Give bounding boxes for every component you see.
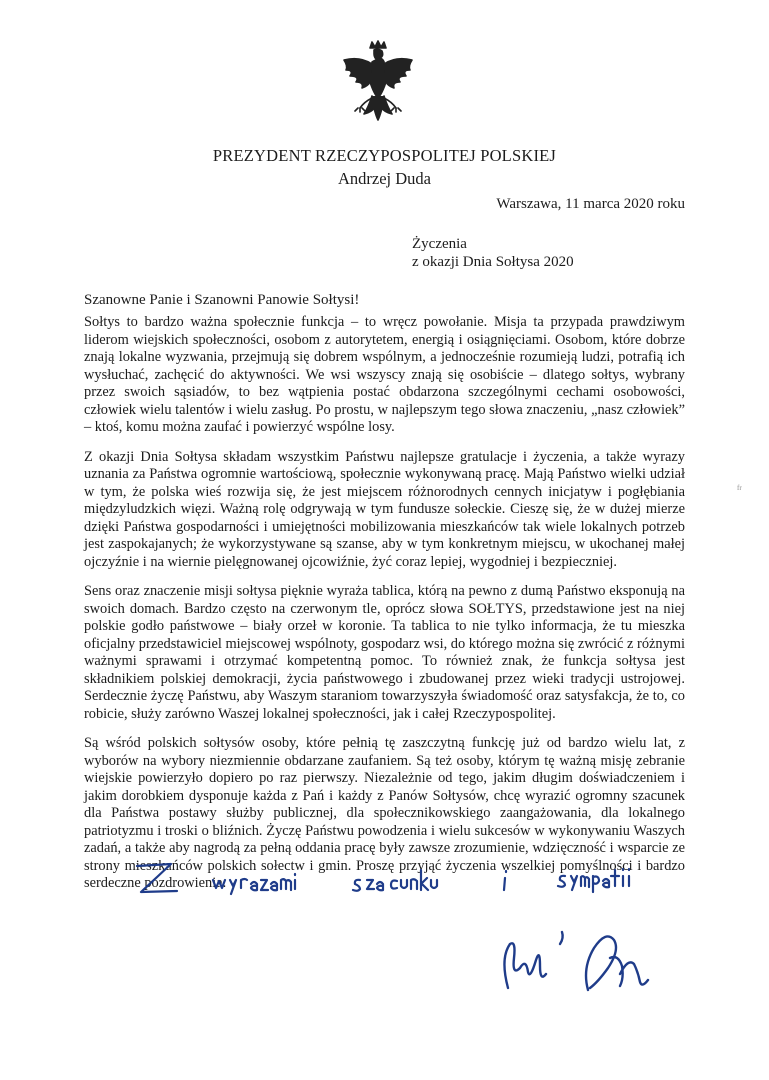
letterhead-name: Andrzej Duda [337,169,431,188]
body-paragraph: Z okazji Dnia Sołtysa składam wszystkim Państwu najlepsze gratulacje i życzenia, a także wyrazy uznania za Państwa ogromnie wartościową, społecznie wykonywaną pracę. Mają Państwo wielki udział w tym, że polska wieś rozwija się, że jest miejscem różnorodnych cennych inicjatyw i pogłębiania międzyludzkich więzi. Ważną rolę odgrywają w tym fundusze sołeckie. Cieszę się, że w dużej mierze dzięki Państwa gospodarności i umiejętności mobilizowania mieszkańców tak wiele lokalnych potrzeb jest zaspokajanych; że wykorzystywane są szanse, aby w tym konkretnym miejscu, w ukochanej małej ojczyźnie i na wiernie pielęgnowanej ojcowiźnie, żyć coraz lepiej, wygodniej i bezpieczniej. [84,448,685,570]
letter-body [84,314,685,905]
salutation: Szanowne Panie i Szanowni Panowie Sołtysi! [84,292,360,308]
body-paragraph: Są wśród polskich sołtysów osoby, które pełnią tę zaszczytną funkcję już od bardzo wielu lat, z wyborów na wybory niezmiennie obdarzane zaufaniem. Są też osoby, którym tę ważną misję zebranie wiejskie powierzyło dopiero po raz pierwszy. Niezależnie od tego, jakim długim doświadczeniem i jakim dorobkiem dysponuje każda z Pań i każdy z Panów Sołtysów, chcę wyrazić ogromny szacunek dla Państwa postawy służby publicznej, dla społecznikowskiego zaangażowania, dla lokalnego patriotyzmu i troski o bliźnich. Życzę Państwu powodzenia i wielu sukcesów w wykonywaniu Waszych zadań, a także aby nagrodą za pełną oddania pracę były zawsze zrozumienie, wdzięczność i wsparcie ze strony mieszkańców polskich sołectw i gmin. Proszę przyjąć życzenia wszelkiej pomyślności i bardzo serdeczne pozdrowienia. [84,735,685,891]
polish-eagle-emblem-icon [338,38,418,132]
letter-date: Warszawa, 11 marca 2020 roku [496,196,685,212]
handwritten-closing [135,858,655,908]
letter-subject [412,235,574,271]
body-paragraph: Sens oraz znaczenie misji sołtysa pięknie wyraża tablica, którą na pewno z dumą Państwo eksponują na swoich domach. Bardzo często na czerwonym tle, oprócz słowa SOŁTYS, przedstawione jest na niej polskie godło państwowe – biały orzeł w koronie. Ta tablica to nie tylko informacja, że tu mieszka oficjalny przedstawiciel miejscowej wspólnoty, gospodarz wsi, do którego można się zwrócić z różnymi ważnymi sprawami i otrzymać kompetentną pomoc. To również znak, że funkcja sołtysa jest składnikiem polskiej demokracji, życia państwowego i zbudowanej przez wieki tradycji ustrojowej. Serdecznie życzę Państwu, aby Waszym staraniom towarzyszyła świadomość oraz satysfakcja, że to, co robicie, służy zarówno Waszej lokalnej społeczności, jak i całej Rzeczypospolitej. [84,583,685,722]
subject-line-1: Życzenia [412,236,467,252]
subject-line-2: z okazji Dnia Sołtysa 2020 [412,254,574,270]
signature [470,918,670,1018]
margin-mark: fr [737,484,742,492]
letterhead-title: PREZYDENT RZECZYPOSPOLITEJ POLSKIEJ [212,146,557,165]
body-paragraph: Sołtys to bardzo ważna społecznie funkcja – to wręcz powołanie. Misja ta przypada prawdziwym liderom wiejskich społeczności, osobom z autorytetem, energią i osiągnięciami. Osobom, które dobrze znają lokalne wyzwania, przejmują się dobrem wspólnym, a jednocześnie rozumieją ludzi, potrafią ich wysłuchać, zachęcić do aktywności. We wsi wszyscy znają się osobiście – dlatego sołtys, wybrany przez swoich sąsiadów, to bez wątpienia postać obdarzona szczególnymi cechami osobowości, człowiek wielu talentów i wielu zasług. Po prostu, w najlepszym tego słowa znaczeniu, „nasz człowiek” – ktoś, komu można zaufać i powierzyć wspólne losy. [84,314,685,435]
